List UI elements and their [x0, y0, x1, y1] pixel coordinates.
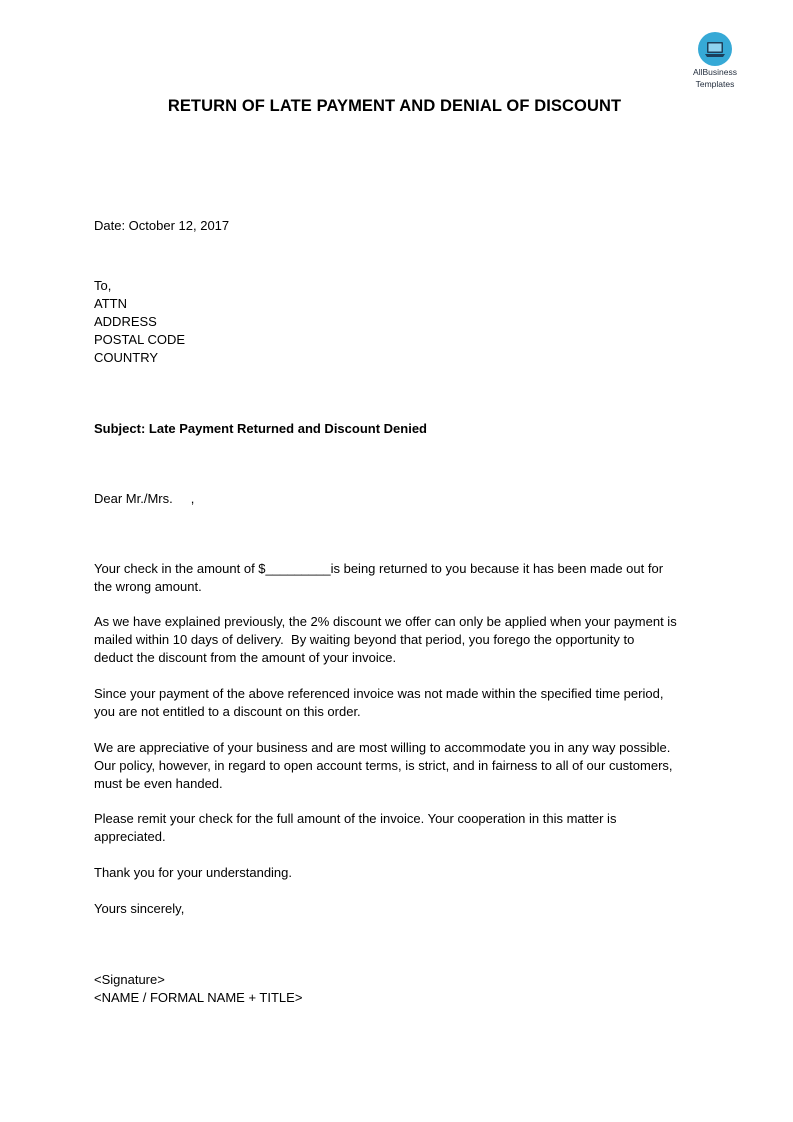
body-paragraph [94, 810, 709, 846]
document-title: RETURN OF LATE PAYMENT AND DENIAL OF DISCOUNT [167, 97, 622, 115]
letter-closing: Yours sincerely, [94, 901, 185, 916]
logo-text-line1: AllBusiness [693, 67, 737, 77]
paragraph-line: mailed within 10 days of delivery. By waiting beyond that period, you forego the opportunity to [94, 632, 635, 647]
paragraph-line: Please remit your check for the full amount of the invoice. Your cooperation in this matter is [94, 811, 617, 826]
paragraph-line: As we have explained previously, the 2% discount we offer can only be applied when your payment is [94, 614, 677, 629]
paragraph-line: Thank you for your understanding. [94, 865, 293, 880]
name-title-placeholder: <NAME / FORMAL NAME + TITLE> [94, 990, 303, 1005]
address-line-country: COUNTRY [94, 350, 159, 365]
paragraph-line: the wrong amount. [94, 579, 202, 594]
body-paragraph [94, 864, 709, 882]
paragraph-line: We are appreciative of your business and are most willing to accommodate you in any way possible. [94, 740, 671, 755]
signature-placeholder: <Signature> [94, 972, 165, 987]
body-paragraph [94, 685, 709, 721]
paragraph-line: Your check in the amount of $_________is being returned to you because it has been made out for [94, 561, 664, 576]
body-paragraph [94, 560, 709, 596]
address-line-to: To, [94, 278, 112, 293]
body-paragraph [94, 739, 709, 793]
letter-subject: Subject: Late Payment Returned and Discount Denied [94, 421, 427, 436]
paragraph-line: you are not entitled to a discount on this order. [94, 704, 361, 719]
address-line-postal-code: POSTAL CODE [94, 332, 186, 347]
paragraph-line: appreciated. [94, 829, 166, 844]
laptop-icon [698, 32, 732, 66]
company-logo [683, 32, 747, 89]
letter-date: Date: October 12, 2017 [94, 218, 230, 233]
body-paragraph [94, 613, 709, 667]
paragraph-line: Our policy, however, in regard to open account terms, is strict, and in fairness to all of our customers, [94, 758, 673, 773]
address-line-address: ADDRESS [94, 314, 157, 329]
paragraph-line: deduct the discount from the amount of your invoice. [94, 650, 397, 665]
logo-text-line2: Templates [695, 78, 735, 89]
letter-salutation: Dear Mr./Mrs. , [94, 491, 195, 506]
paragraph-line: must be even handed. [94, 776, 223, 791]
address-line-attn: ATTN [94, 296, 127, 311]
paragraph-line: Since your payment of the above referenced invoice was not made within the specified time period, [94, 686, 664, 701]
